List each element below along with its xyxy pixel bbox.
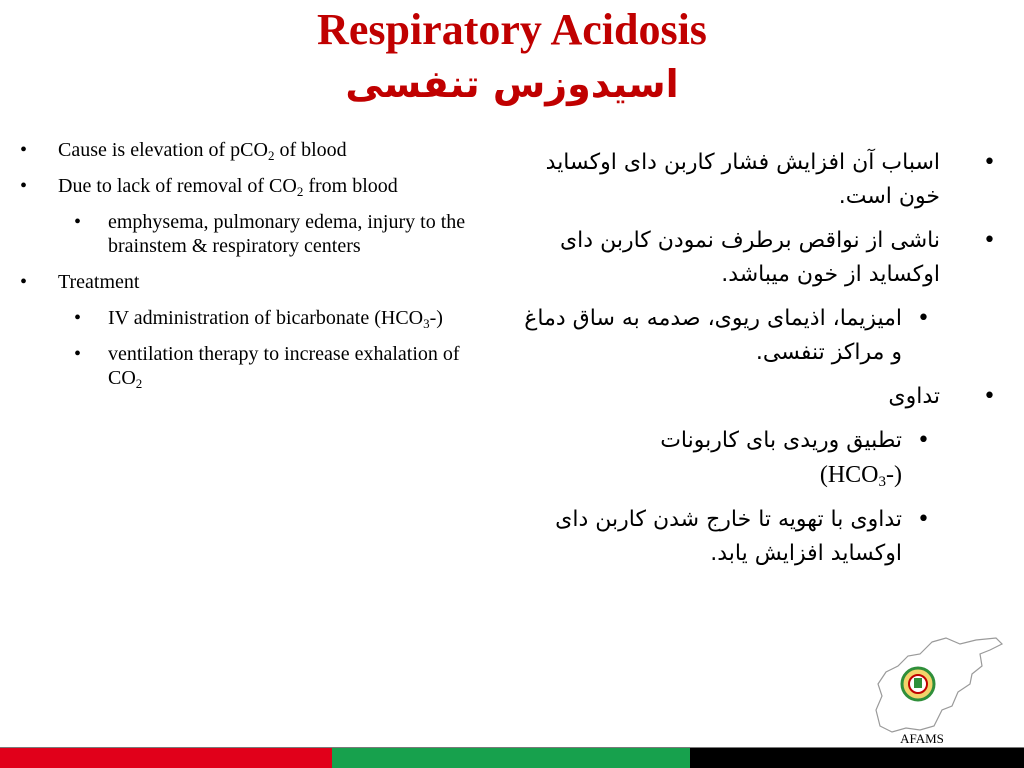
afghanistan-map-emblem-icon (872, 636, 1004, 736)
bullet-icon: • (983, 150, 996, 175)
logo-label: AFAMS (900, 731, 944, 746)
bullet-icon: • (983, 384, 996, 409)
list-item: • اسباب آن افزایش فشار کاربن دای اوکساید خون است. (520, 146, 960, 214)
list-item: • امیزیما، اذیمای ریوی، صدمه به ساق دماغ و مراکز تنفسی. (520, 302, 960, 370)
list-item: • ناشی از نواقص برطرف نمودن کاربن دای اوکساید از خون میباشد. (520, 224, 960, 292)
bullet-icon: • (74, 307, 82, 329)
list-item: • تداوی با تهویه تا خارج شدن کاربن دای اوکساید افزایش یابد. (520, 503, 960, 571)
formula: $(HCO_3-)$ (819, 462, 902, 490)
list-item: • تداوی (520, 380, 960, 414)
bullet-icon: • (917, 306, 930, 331)
flag-stripe-black (690, 748, 1024, 768)
list-item: • تطبیق وریدی بای کاربونات $(HCO_3-)$ (520, 424, 960, 493)
list-item: • Cause is elevation of pCO$_2$ of blood (20, 139, 347, 163)
list-item: • Due to lack of removal of $CO_2$ from blood (20, 175, 398, 199)
bullet-icon: • (20, 139, 28, 161)
slide-subtitle: اسیدوزس تنفسی (345, 62, 679, 106)
bullet-icon: • (74, 343, 82, 365)
list-item: • ventilation therapy to increase exhalation of $CO_2$ (74, 343, 460, 391)
list-item: • Treatment (20, 271, 140, 293)
bullet-icon: • (20, 175, 28, 197)
bullet-icon: • (74, 211, 82, 233)
bullet-icon: • (917, 428, 930, 453)
bullet-icon: • (917, 507, 930, 532)
flag-stripe-green (332, 748, 690, 768)
slide-title: Respiratory Acidosis (317, 5, 707, 54)
english-bullet-list (20, 138, 490, 402)
persian-bullet-list (520, 146, 996, 581)
bullet-icon: • (20, 271, 28, 293)
bullet-icon: • (983, 228, 996, 253)
list-item: • emphysema, pulmonary edema, injury to the brainstem & respiratory centers (74, 211, 466, 257)
flag-stripe-red (0, 748, 332, 768)
list-item: • IV administration of bicarbonate $(HCO_3-)$ (74, 307, 443, 331)
